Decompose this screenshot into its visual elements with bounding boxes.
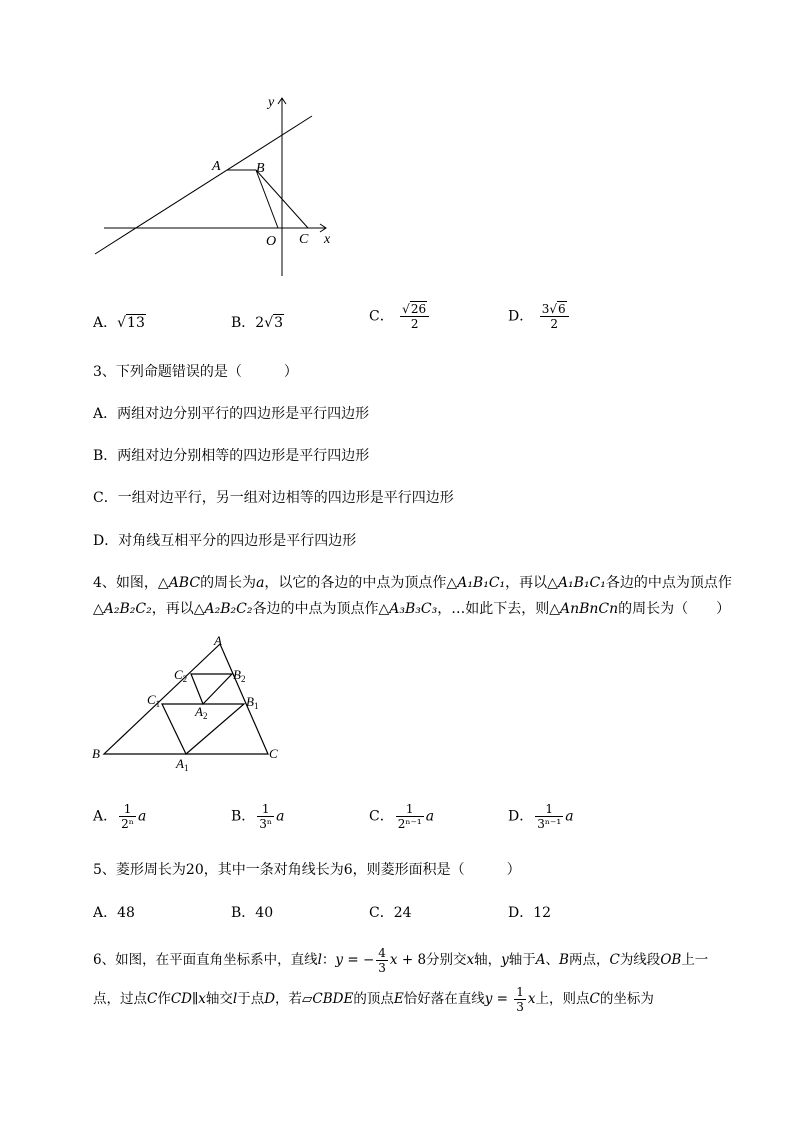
q3-option-b: B．两组对边分别相等的四边形是平行四边形 bbox=[93, 448, 370, 464]
label-c: C bbox=[269, 746, 278, 761]
q4-option-d: D． $\frac{1}{\text{3ⁿ⁻¹}}$ a bbox=[508, 802, 574, 831]
q3-option-c: C．一组对边平行，另一组对边相等的四边形是平行四边形 bbox=[93, 490, 454, 506]
label-a2: $A_2$ bbox=[195, 704, 208, 721]
figure-coordinate-plane bbox=[90, 90, 350, 290]
q4-option-a: A． $\frac{1}{\text{2ⁿ}}$ a bbox=[93, 802, 147, 831]
label-y: y bbox=[268, 95, 275, 110]
q5-option-b: B．40 bbox=[231, 905, 274, 921]
q2-option-b: B．2√3 bbox=[231, 315, 284, 331]
figure-nested-triangles bbox=[88, 636, 288, 772]
q5-option-a: A．48 bbox=[93, 905, 135, 921]
label-b: B bbox=[92, 746, 100, 761]
q2-option-d: D． $\frac{3√6}{2}$ bbox=[508, 302, 571, 331]
q2-option-a: A．√13 bbox=[93, 315, 145, 331]
label-b: B bbox=[256, 161, 265, 176]
label-a: A bbox=[214, 636, 222, 648]
q4-stem-line1: 4、如图，△ABC的周长为a，以它的各边的中点为顶点作△A₁B₁C₁，再以△A₁B₁C₁各边的中点为顶点作 bbox=[93, 575, 732, 591]
q6-stem-line2: 点，过点C作CD∥x轴交l于点D，若▱CBDE的顶点E恰好落在直线y = $\frac{1}{3}$ x上，则点C的坐标为 bbox=[93, 985, 654, 1014]
q5-option-d: D．12 bbox=[508, 905, 552, 921]
q2-option-c: C． $\frac{√26}{2}$ bbox=[369, 302, 431, 331]
triangle-a2b2c2 bbox=[191, 674, 232, 704]
label-c2: $C_2$ bbox=[174, 667, 188, 684]
q6-stem-line1: 6、如图，在平面直角坐标系中，直线l：y = − $\frac{4}{3}$ x + 8分别交x轴，y轴于A、B两点，C为线段OB上一 bbox=[93, 946, 709, 975]
q3-option-a: A．两组对边分别平行的四边形是平行四边形 bbox=[93, 406, 370, 422]
q4-option-c: C． $\frac{1}{\text{2ⁿ⁻¹}}$ a bbox=[369, 802, 435, 831]
triangle-abc bbox=[104, 644, 268, 754]
segment-bo bbox=[256, 170, 278, 228]
line-l bbox=[95, 116, 312, 254]
q5-stem: 5、菱形周长为20，其中一条对角线长为6，则菱形面积是（ ） bbox=[93, 862, 521, 878]
label-c: C bbox=[299, 232, 309, 247]
q3-option-d: D．对角线互相平分的四边形是平行四边形 bbox=[93, 533, 357, 549]
q5-option-c: C．24 bbox=[369, 905, 412, 921]
q3-stem: 3、下列命题错误的是（ ） bbox=[93, 364, 298, 380]
label-o: O bbox=[266, 234, 277, 249]
label-a1: $A_1$ bbox=[176, 756, 189, 772]
q4-stem-line2: △A₂B₂C₂，再以△A₂B₂C₂各边的中点为顶点作△A₃B₃C₃，…如此下去，则△AnBnCn的周长为（ ） bbox=[93, 601, 731, 617]
label-c1: $C_1$ bbox=[147, 692, 161, 709]
label-b1: $B_1$ bbox=[246, 694, 259, 711]
label-a: A bbox=[212, 159, 221, 174]
q4-option-b: B． $\frac{1}{\text{3ⁿ}}$ a bbox=[231, 802, 285, 831]
label-x: x bbox=[324, 232, 331, 247]
label-b2: $B_2$ bbox=[233, 667, 246, 684]
